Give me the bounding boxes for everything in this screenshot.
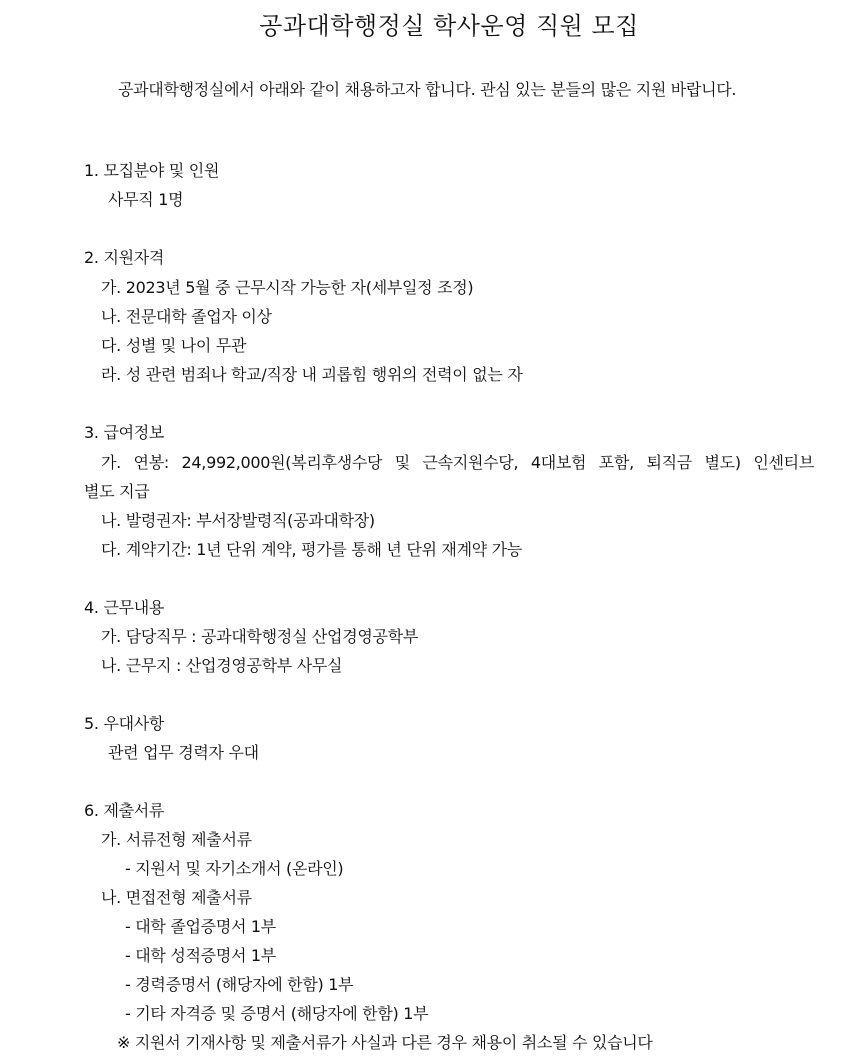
recruitment-field: 사무직 1명 <box>108 190 184 209</box>
duty-item: 가. 담당직무 : 공과대학행정실 산업경영공학부 <box>101 627 418 646</box>
intro-text: 공과대학행정실에서 아래와 같이 채용하고자 합니다. 관심 있는 분들의 많은 지원 바랍니다. <box>118 80 737 99</box>
salary-item: 다. 계약기간: 1년 단위 계약, 평가를 통해 년 단위 재계약 가능 <box>101 540 522 559</box>
qualification-item: 가. 2023년 5월 중 근무시작 가능한 자(세부일정 조정) <box>101 278 474 297</box>
section-heading-qualifications: 2. 지원자격 <box>84 248 165 267</box>
document-item: - 기타 자격증 및 증명서 (해당자에 한함) 1부 <box>125 1004 429 1023</box>
page-title: 공과대학행정실 학사운영 직원 모집 <box>259 12 639 40</box>
section-heading-recruitment: 1. 모집분야 및 인원 <box>84 161 220 180</box>
notice-text: ※ 지원서 기재사항 및 제출서류가 사실과 다른 경우 채용이 취소될 수 있습니다 <box>117 1033 653 1052</box>
qualification-item: 나. 전문대학 졸업자 이상 <box>101 307 272 326</box>
section-heading-documents: 6. 제출서류 <box>84 801 165 820</box>
salary-item: 가. 연봉: 24,992,000원(복리후생수당 및 근속지원수당, 4대보험 포함, 퇴직금 별도) 인센티브 <box>101 453 814 472</box>
salary-item-continued: 별도 지급 <box>84 482 150 501</box>
qualification-item: 라. 성 관련 범죄나 학교/직장 내 괴롭힘 행위의 전력이 없는 자 <box>101 365 523 384</box>
section-heading-salary: 3. 급여정보 <box>84 423 165 442</box>
section-heading-duties: 4. 근무내용 <box>84 598 165 617</box>
document-group: 나. 면접전형 제출서류 <box>101 888 252 907</box>
preference-item: 관련 업무 경력자 우대 <box>108 743 259 762</box>
section-heading-preference: 5. 우대사항 <box>84 714 165 733</box>
document-item: - 지원서 및 자기소개서 (온라인) <box>125 859 344 878</box>
document-group: 가. 서류전형 제출서류 <box>101 830 252 849</box>
document-item: - 대학 성적증명서 1부 <box>125 946 276 965</box>
duty-item: 나. 근무지 : 산업경영공학부 사무실 <box>101 656 343 675</box>
document-item: - 대학 졸업증명서 1부 <box>125 917 276 936</box>
salary-item: 나. 발령권자: 부서장발령직(공과대학장) <box>101 511 375 530</box>
document-item: - 경력증명서 (해당자에 한함) 1부 <box>125 975 354 994</box>
qualification-item: 다. 성별 및 나이 무관 <box>101 336 247 355</box>
